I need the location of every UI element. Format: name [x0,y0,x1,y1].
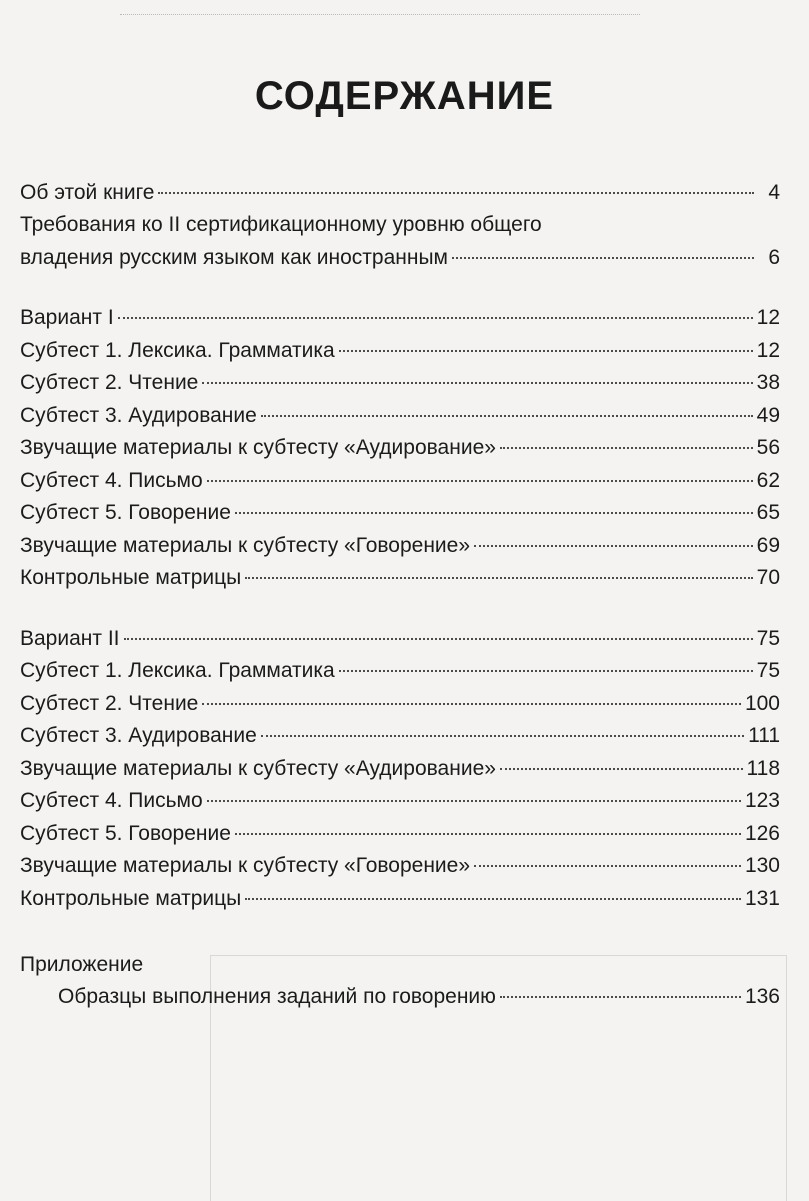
toc-entry-page: 62 [756,468,780,492]
toc-entry-title: Субтест 2. Чтение [20,691,199,715]
toc-entry [20,367,780,400]
leader-dots [245,898,741,900]
toc-entry [20,850,780,883]
toc-entry-title: Субтест 4. Письмо [20,468,203,492]
toc-entry [20,400,780,433]
toc-entry [20,655,780,688]
toc-entry-title: Требования ко II сертификационному уровню общего [20,213,542,236]
variant-1-section [20,302,780,595]
toc-entry-page: 131 [744,886,780,910]
toc-entry-title: Вариант II [20,626,120,650]
toc-entry-page: 100 [744,691,780,715]
toc-entry-title: Субтест 4. Письмо [20,789,203,812]
toc-entry [20,562,780,595]
toc-entry-page: 123 [744,789,780,812]
toc-entry-page: 126 [744,821,780,845]
leader-dots [202,703,741,705]
leader-dots [124,638,753,640]
bleed-through-line [120,0,640,15]
toc-entry [20,688,780,721]
toc-entry-title: Звучащие материалы к субтесту «Говорение» [20,854,471,877]
toc-entry-title: Субтест 3. Аудирование [20,403,257,427]
toc-entry-page: 6 [768,245,780,269]
toc-entry-page: 12 [756,306,780,329]
leader-dots [500,447,753,449]
toc-entry-title: Образцы выполнения заданий по говорению [58,985,496,1008]
toc-entry-title: Субтест 3. Аудирование [20,724,257,747]
toc-entry-title: Субтест 5. Говорение [20,821,231,845]
toc-entry [20,465,780,498]
toc-entry [20,530,780,563]
toc-entry-title: Субтест 1. Лексика. Грамматика [20,659,335,682]
leader-dots [202,382,752,384]
toc-entry-title: Вариант I [20,306,114,329]
leader-dots [207,800,741,802]
toc-entry-multiline-line2 [20,242,780,275]
toc-entry-page: 49 [756,403,780,427]
toc-entry [20,785,780,818]
toc-entry-title: Субтест 2. Чтение [20,371,199,394]
toc-entry-title: Субтест 5. Говорение [20,501,231,524]
toc-entry-title: Контрольные матрицы [20,886,242,910]
toc-entry-page: 118 [746,756,780,780]
leader-dots [474,865,741,867]
toc-entry-page: 56 [756,436,780,459]
leader-dots [118,317,753,319]
leader-dots [452,257,754,259]
toc-entry [20,497,780,530]
leader-dots [500,768,743,770]
section-gap [20,274,780,302]
table-of-contents [20,177,780,1014]
toc-entry [20,623,780,656]
leader-dots [235,512,753,514]
toc-entry-page: 136 [744,985,780,1008]
leader-dots [339,670,753,672]
toc-entry [20,302,780,335]
leader-dots [500,996,741,998]
toc-entry-page: 65 [756,501,780,524]
leader-dots [474,545,753,547]
leader-dots [261,415,753,417]
section-gap [20,595,780,623]
toc-entry-title: Звучащие материалы к субтесту «Аудирование» [20,756,496,780]
toc-entry [20,753,780,786]
toc-entry [20,883,780,916]
leader-dots [207,480,753,482]
leader-dots [158,192,754,194]
toc-entry-page: 69 [756,533,780,557]
toc-entry-title: владения русским языком как иностранным [20,245,448,269]
toc-entry-title: Об этой книге [20,181,155,204]
leader-dots [245,577,752,579]
leader-dots [261,735,744,737]
appendix-heading: Приложение [20,953,144,976]
toc-entry-title: Звучащие материалы к субтесту «Говорение» [20,533,471,557]
toc-entry [20,432,780,465]
toc-entry-page: 12 [756,338,780,362]
toc-entry-page: 75 [756,659,780,682]
leader-dots [235,833,741,835]
toc-entry [20,720,780,753]
toc-entry [20,177,780,209]
toc-entry [20,981,780,1014]
toc-entry [20,818,780,851]
toc-entry-page: 70 [756,566,780,589]
toc-entry-page: 4 [768,181,780,204]
toc-entry-title: Контрольные матрицы [20,566,242,589]
toc-entry-title: Субтест 1. Лексика. Грамматика [20,338,335,362]
page-title: СОДЕРЖАНИЕ [254,74,555,118]
toc-entry [20,335,780,368]
toc-entry-multiline-line1 [20,209,780,242]
toc-entry-title: Звучащие материалы к субтесту «Аудирование» [20,436,496,459]
toc-entry-page: 75 [756,626,780,650]
toc-entry-page: 130 [744,854,780,877]
leader-dots [339,350,753,352]
toc-entry-page: 111 [748,724,780,747]
toc-entry-page: 38 [756,371,780,394]
section-gap [20,915,780,949]
variant-2-section [20,623,780,916]
